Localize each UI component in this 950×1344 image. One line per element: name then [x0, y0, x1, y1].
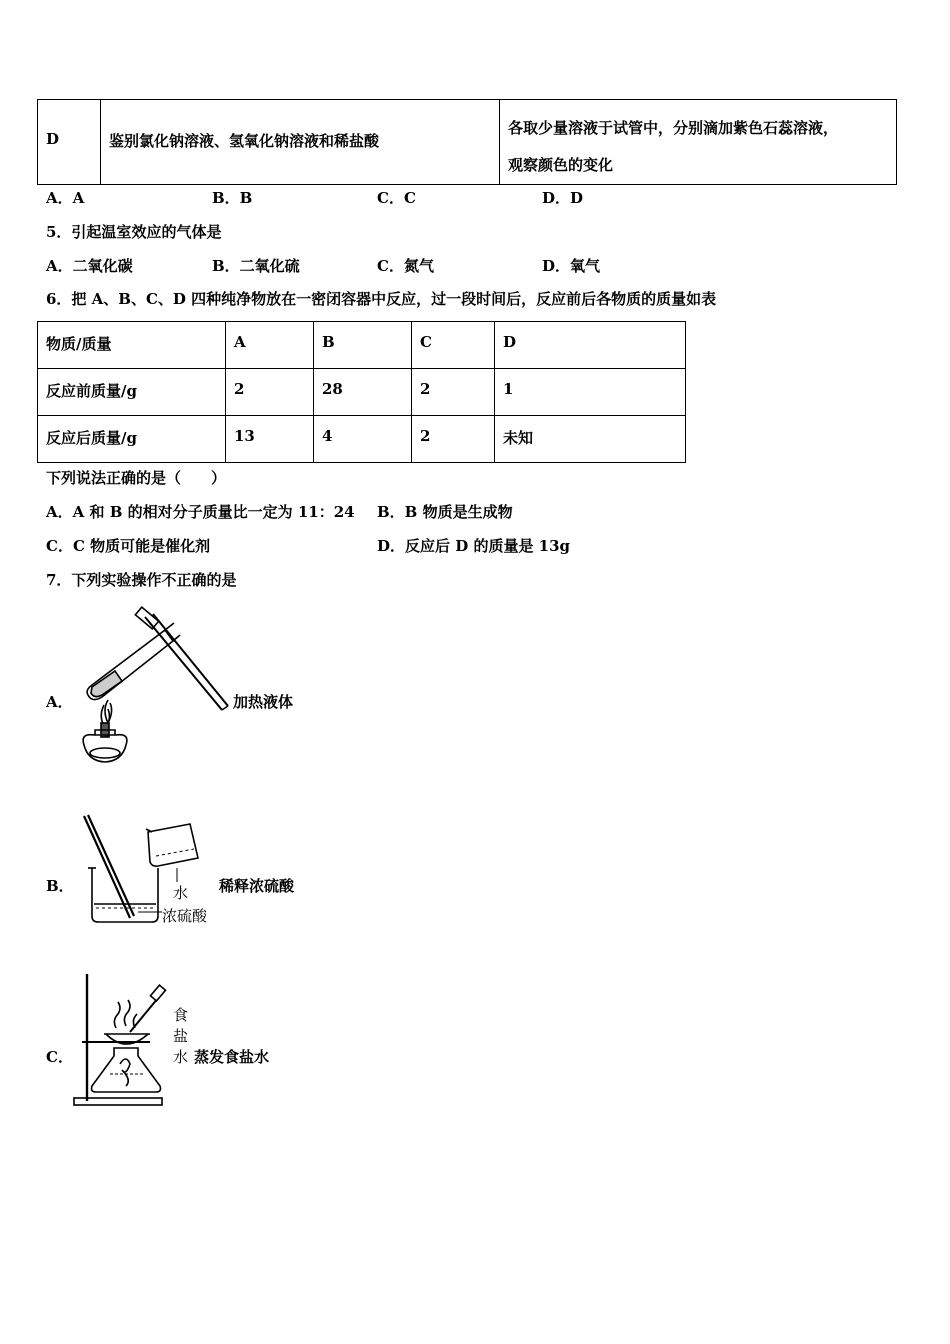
table-header-row	[38, 322, 686, 369]
vertical-char: 食	[173, 1006, 189, 1024]
header-cell: B	[314, 322, 412, 369]
q6-stem: 6．把 A、B、C、D 四种纯净物放在一密闭容器中反应，过一段时间后，反应前后各物质的质量如表	[46, 290, 717, 308]
table-row	[38, 369, 686, 416]
table-cell: 2	[412, 416, 495, 463]
acid-label: 浓硫酸	[162, 907, 208, 925]
row-label: D	[38, 100, 101, 185]
table-cell: 2	[226, 369, 314, 416]
table-row	[38, 416, 686, 463]
q6-option-b: B．B 物质是生成物	[377, 503, 513, 521]
q6-option-a: A．A 和 B 的相对分子质量比一定为 11：24	[46, 503, 355, 521]
table-cell: 4	[314, 416, 412, 463]
q7-option-a-letter: A．	[46, 693, 73, 711]
table-cell: 13	[226, 416, 314, 463]
q7-option-b-letter: B．	[46, 877, 74, 895]
q7-option-c-caption: 蒸发食盐水	[194, 1048, 270, 1066]
q7-option-b-caption: 稀释浓硫酸	[219, 877, 295, 895]
heating-liquid-figure	[70, 605, 240, 770]
water-label: 水	[173, 884, 189, 902]
header-cell: D	[495, 322, 686, 369]
q5-option-b: B．二氧化硫	[212, 257, 300, 275]
q4-option-a: A．A	[46, 189, 85, 207]
method-cell	[500, 100, 897, 185]
method-line-1: 各取少量溶液于试管中，分别滴加紫色石蕊溶液，	[508, 119, 839, 137]
q5-stem: 5．引起温室效应的气体是	[46, 223, 222, 241]
q7-option-c-letter: C．	[46, 1048, 73, 1066]
vertical-char: 盐	[173, 1027, 189, 1045]
q6-mass-table	[37, 321, 686, 463]
q7-option-a-caption: 加热液体	[233, 693, 294, 711]
table-cell: 未知	[495, 416, 686, 463]
evaporate-figure	[68, 968, 173, 1110]
q6-option-c: C．C 物质可能是催化剂	[46, 537, 211, 555]
q5-option-a: A．二氧化碳	[46, 257, 133, 275]
q6-option-d: D．反应后 D 的质量是 13g	[377, 537, 571, 555]
table-cell: 1	[495, 369, 686, 416]
q5-option-c: C．氮气	[377, 257, 434, 275]
header-cell: C	[412, 322, 495, 369]
table-cell: 28	[314, 369, 412, 416]
q4-option-d: D．D	[542, 189, 584, 207]
q4-table-row-d	[37, 99, 897, 185]
q4-option-c: C．C	[377, 189, 416, 207]
vertical-char: 水	[173, 1048, 189, 1066]
salt-water-vertical-label	[173, 1005, 188, 1068]
q6-prompt: 下列说法正确的是（ ）	[46, 469, 227, 487]
header-cell: 物质/质量	[38, 322, 226, 369]
q5-option-d: D．氧气	[542, 257, 601, 275]
table-cell: 反应后质量/g	[38, 416, 226, 463]
task-cell: 鉴别氯化钠溶液、氢氧化钠溶液和稀盐酸	[101, 100, 500, 185]
q7-stem: 7．下列实验操作不正确的是	[46, 571, 237, 589]
method-line-2: 观察颜色的变化	[508, 156, 614, 174]
table-cell: 反应前质量/g	[38, 369, 226, 416]
q4-option-b: B．B	[212, 189, 253, 207]
header-cell: A	[226, 322, 314, 369]
table-cell: 2	[412, 369, 495, 416]
